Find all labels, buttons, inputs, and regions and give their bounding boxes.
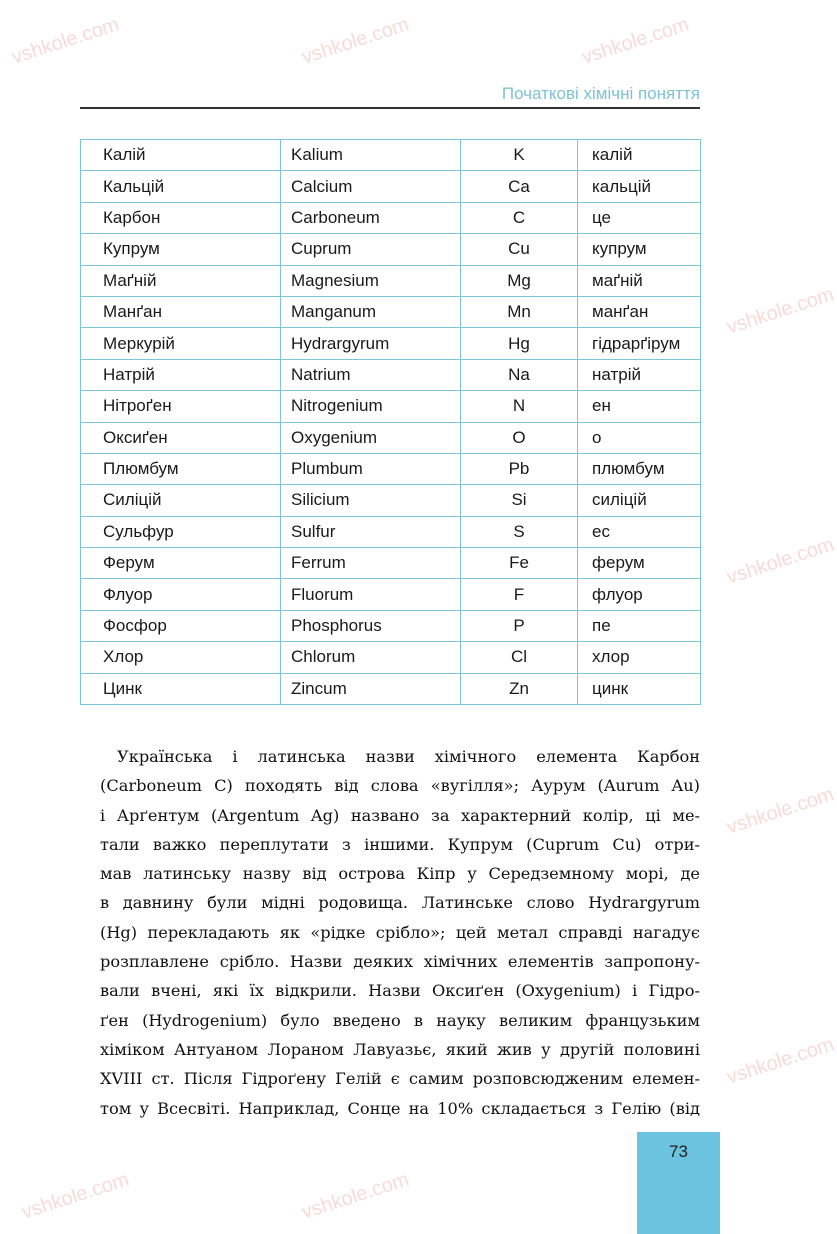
text-line: (Hg) перекладають як «рідке срібло»; цей метал справді нагадує [100,922,700,942]
ukrainian-name: Плюмбум [81,453,281,484]
text-line: мав латинську назву від острова Кіпр у Середземному морі, де [100,864,700,884]
pronunciation: гідрарґірум [578,328,701,359]
symbol: Cl [461,642,578,673]
table-row [81,296,701,327]
body-paragraph [100,742,700,1123]
pronunciation: ен [578,391,701,422]
symbol: Zn [461,673,578,704]
ukrainian-name: Флуор [81,579,281,610]
symbol: S [461,516,578,547]
pronunciation: ферум [578,548,701,579]
symbol: Si [461,485,578,516]
header-divider [80,107,700,109]
ukrainian-name: Силіцій [81,485,281,516]
symbol: P [461,610,578,641]
ukrainian-name: Хлор [81,642,281,673]
pronunciation: силіцій [578,485,701,516]
text-line: тали важко переплутати з іншими. Купрум (Cuprum Cu) отри- [100,834,700,854]
text-line: (Carboneum C) походять від слова «вугілля»; Аурум (Aurum Au) [100,776,700,796]
ukrainian-name: Карбон [81,202,281,233]
table-row [81,548,701,579]
pronunciation: хлор [578,642,701,673]
symbol: Pb [461,453,578,484]
table-row [81,610,701,641]
latin-name: Nitrogenium [281,391,461,422]
chapter-title: Початкові хімічні поняття [501,84,700,103]
latin-name: Silicium [281,485,461,516]
page-number-tab [637,1132,720,1234]
watermark-text: vshkole.com [299,1168,412,1224]
symbol: Na [461,359,578,390]
symbol: C [461,202,578,233]
text-line: розплавлене срібло. Назви деяких хімічних елементів запропону- [100,952,700,972]
pronunciation: маґній [578,265,701,296]
watermark-text: vshkole.com [724,1033,837,1089]
latin-name: Calcium [281,171,461,202]
table-row [81,359,701,390]
pronunciation: цинк [578,673,701,704]
pronunciation: плюмбум [578,453,701,484]
watermark-text: vshkole.com [724,533,837,589]
pronunciation: манґан [578,296,701,327]
ukrainian-name: Ферум [81,548,281,579]
watermark-text: vshkole.com [579,13,692,69]
table-row [81,234,701,265]
ukrainian-name: Купрум [81,234,281,265]
symbol: O [461,422,578,453]
latin-name: Ferrum [281,548,461,579]
table-row [81,453,701,484]
latin-name: Kalium [281,140,461,171]
symbol: Fe [461,548,578,579]
text-line: хіміком Антуаном Лораном Лавуазьє, який жив у другій половині [100,1039,700,1059]
symbol: Ca [461,171,578,202]
pronunciation: кальцій [578,171,701,202]
table-row [81,328,701,359]
text-line: том у Всесвіті. Наприклад, Сонце на 10% складається з Гелію (від [100,1098,700,1118]
pronunciation: натрій [578,359,701,390]
table-row [81,579,701,610]
page-number: 73 [669,1142,688,1161]
table-row [81,202,701,233]
ukrainian-name: Калій [81,140,281,171]
ukrainian-name: Цинк [81,673,281,704]
watermark-text: vshkole.com [724,283,837,339]
watermark-text: vshkole.com [9,13,122,69]
text-line: ґен (Hydrogenium) було введено в науку великим французьким [100,1010,700,1030]
table-row [81,516,701,547]
ukrainian-name: Натрій [81,359,281,390]
table-row [81,391,701,422]
symbol: Cu [461,234,578,265]
latin-name: Hydrargyrum [281,328,461,359]
text-line: і Арґентум (Argentum Ag) названо за характерний колір, ці ме- [100,805,700,825]
ukrainian-name: Маґній [81,265,281,296]
latin-name: Natrium [281,359,461,390]
latin-name: Chlorum [281,642,461,673]
table-row [81,171,701,202]
table-row [81,485,701,516]
symbol: N [461,391,578,422]
table-row [81,673,701,704]
symbol: F [461,579,578,610]
watermark-text: vshkole.com [299,13,412,69]
ukrainian-name: Меркурій [81,328,281,359]
pronunciation: купрум [578,234,701,265]
latin-name: Plumbum [281,453,461,484]
latin-name: Fluorum [281,579,461,610]
table-row [81,140,701,171]
latin-name: Cuprum [281,234,461,265]
pronunciation: о [578,422,701,453]
table-row [81,642,701,673]
symbol: Mg [461,265,578,296]
symbol: Mn [461,296,578,327]
symbol: Hg [461,328,578,359]
text-line: Українська і латинська назви хімічного елемента Карбон [117,747,700,766]
latin-name: Oxygenium [281,422,461,453]
latin-name: Manganum [281,296,461,327]
pronunciation: це [578,202,701,233]
latin-name: Phosphorus [281,610,461,641]
latin-name: Zincum [281,673,461,704]
table-row [81,265,701,296]
latin-name: Sulfur [281,516,461,547]
pronunciation: пе [578,610,701,641]
ukrainian-name: Кальцій [81,171,281,202]
watermark-text: vshkole.com [19,1168,132,1224]
pronunciation: ес [578,516,701,547]
watermark-text: vshkole.com [724,783,837,839]
ukrainian-name: Сульфур [81,516,281,547]
elements-table [80,139,701,705]
ukrainian-name: Фосфор [81,610,281,641]
pronunciation: калій [578,140,701,171]
text-line: в давнину були мідні родовища. Латинське слово Hydrargyrum [100,893,700,913]
table-row [81,422,701,453]
latin-name: Carboneum [281,202,461,233]
text-line: XVIII ст. Після Гідроґену Гелій є самим розповсюдженим елемен- [100,1069,700,1089]
latin-name: Magnesium [281,265,461,296]
symbol: K [461,140,578,171]
ukrainian-name: Оксиґен [81,422,281,453]
ukrainian-name: Манґан [81,296,281,327]
text-line: вали вчені, які їх відкрили. Назви Оксиґен (Oxygenium) і Гідро- [100,981,700,1001]
ukrainian-name: Нітроґен [81,391,281,422]
pronunciation: флуор [578,579,701,610]
